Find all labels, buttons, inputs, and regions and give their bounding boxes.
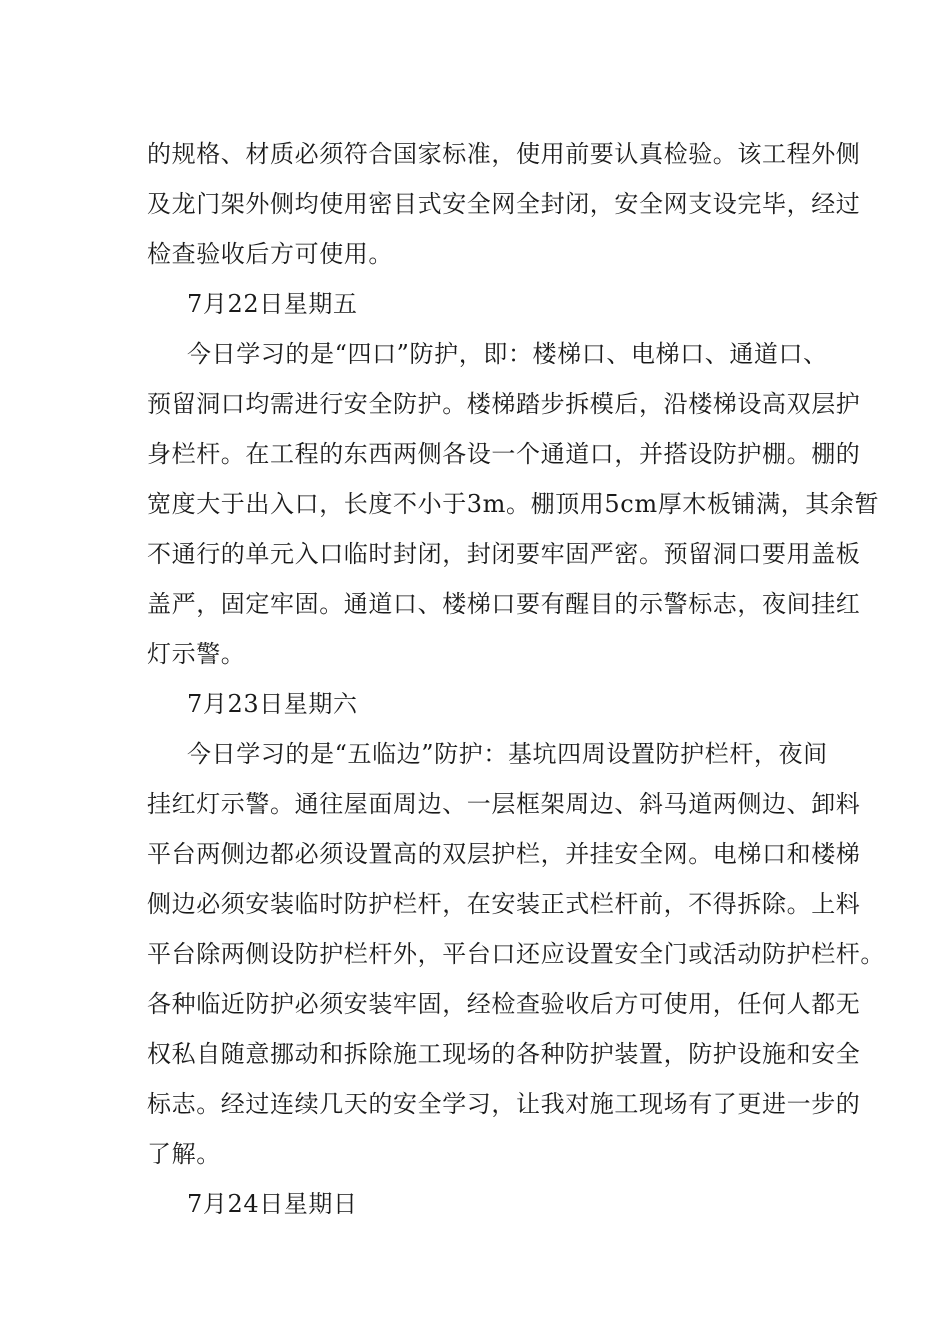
text-line: 预留洞口均需进行安全防护。楼梯踏步拆模后，沿楼梯设高双层护 [147,390,861,418]
text-line: 各种临近防护必须安装牢固，经检查验收后方可使用，任何人都无 [147,990,861,1018]
text-line: 不通行的单元入口临时封闭，封闭要牢固严密。预留洞口要用盖板 [147,540,861,568]
text-line: 及龙门架外侧均使用密目式安全网全封闭，安全网支设完毕，经过 [147,190,861,218]
date-heading: 7月24日星期日 [187,1190,358,1218]
text-line: 宽度大于出入口，长度不小于3m。棚顶用5cm厚木板铺满，其余暂 [147,490,880,518]
text-line: 身栏杆。在工程的东西两侧各设一个通道口，并搭设防护棚。棚的 [147,440,861,468]
text-line: 权私自随意挪动和拆除施工现场的各种防护装置，防护设施和安全 [147,1040,861,1068]
text-line: 今日学习的是“五临边”防护：基坑四周设置防护栏杆，夜间 [187,740,828,768]
date-heading: 7月22日星期五 [187,290,358,318]
text-line: 检查验收后方可使用。 [147,240,393,268]
text-line: 的规格、材质必须符合国家标准，使用前要认真检验。该工程外侧 [147,140,861,168]
text-line: 挂红灯示警。通往屋面周边、一层框架周边、斜马道两侧边、卸料 [147,790,861,818]
text-line: 平台两侧边都必须设置高的双层护栏，并挂安全网。电梯口和楼梯 [147,840,861,868]
text-line: 盖严，固定牢固。通道口、楼梯口要有醒目的示警标志，夜间挂红 [147,590,861,618]
text-line: 标志。经过连续几天的安全学习，让我对施工现场有了更进一步的 [147,1090,861,1118]
text-line: 侧边必须安装临时防护栏杆，在安装正式栏杆前，不得拆除。上料 [147,890,861,918]
text-line: 今日学习的是“四口”防护，即：楼梯口、电梯口、通道口、 [187,340,828,368]
text-line: 了解。 [147,1140,221,1168]
date-heading: 7月23日星期六 [187,690,358,718]
text-line: 灯示警。 [147,640,246,668]
text-line: 平台除两侧设防护栏杆外，平台口还应设置安全门或活动防护栏杆。 [147,940,885,968]
